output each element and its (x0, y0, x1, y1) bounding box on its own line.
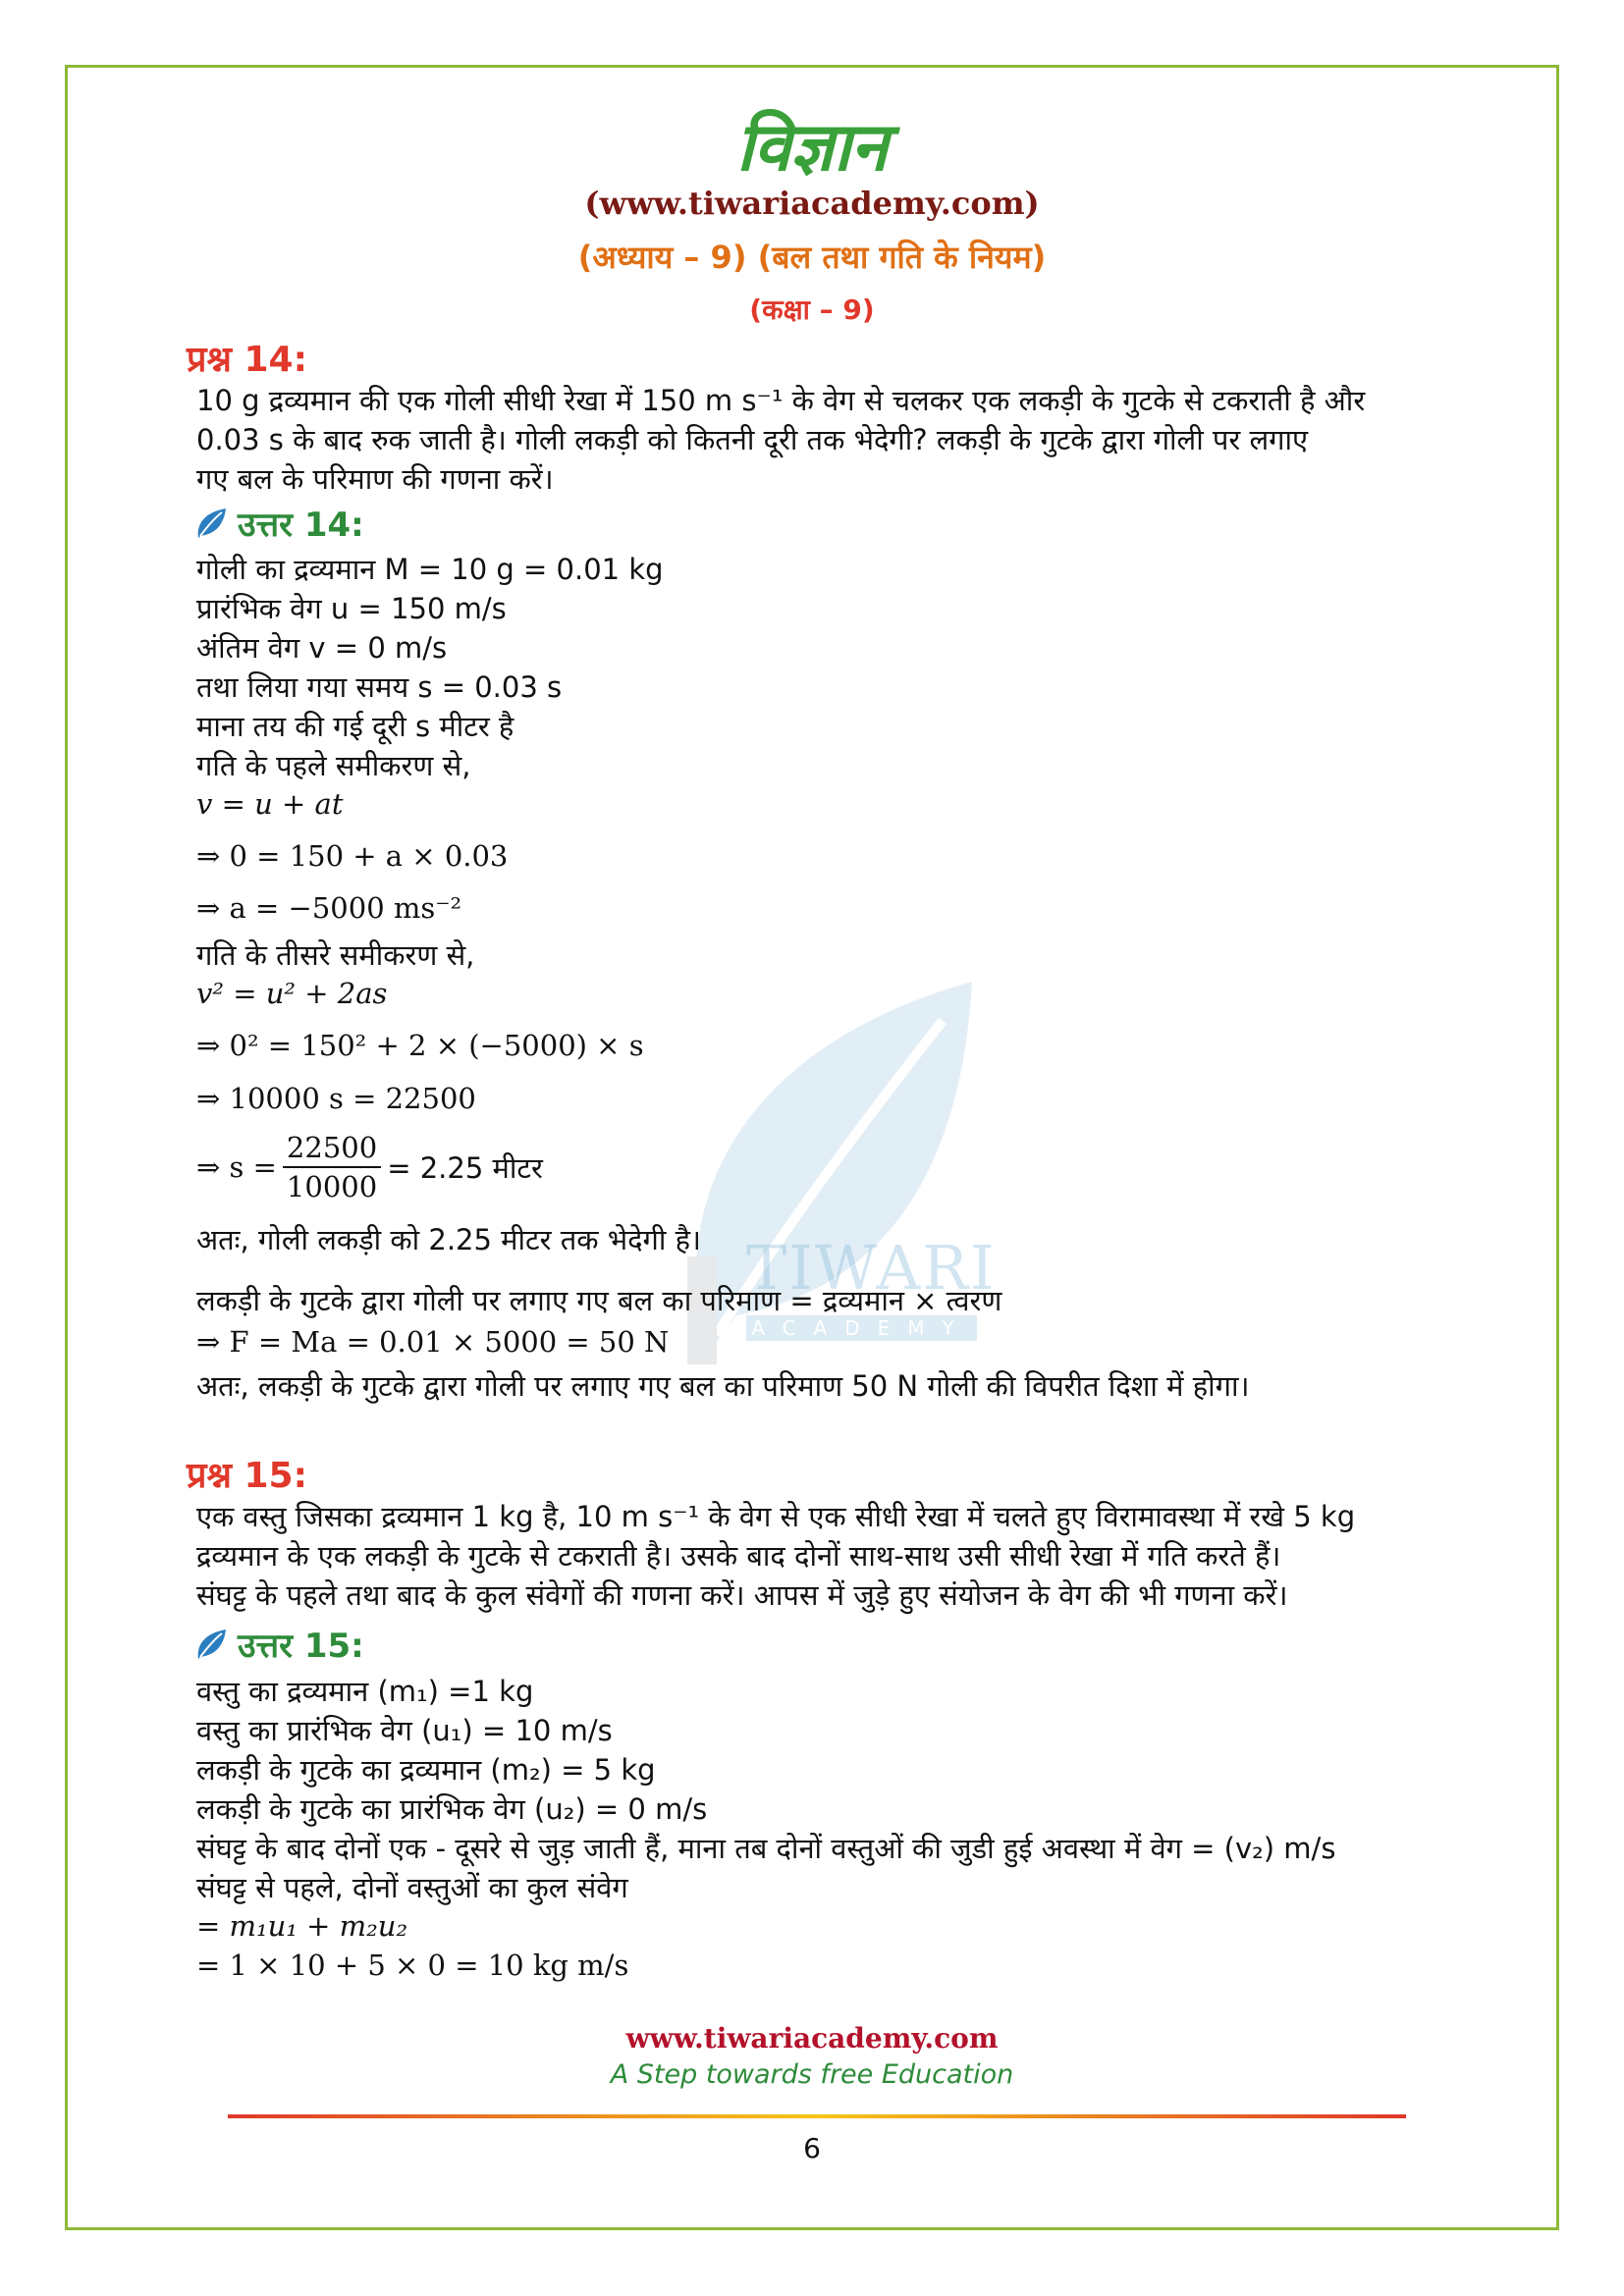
question-14-line: 0.03 s के बाद रुक जाती है। गोली लकड़ी को कितनी दूरी तक भेदेगी? लकड़ी के गुटके द्वारा गोली पर लगाए (196, 423, 1309, 456)
answer-15-line: वस्तु का द्रव्यमान (m₁) =1 kg (196, 1675, 534, 1708)
header-site: (www.tiwariacademy.com) (584, 185, 1040, 222)
question-14-line: गए बल के परिमाण की गणना करें। (196, 462, 554, 496)
watermark-subtext: ACADEMY (746, 1315, 977, 1341)
answer-14-line: अंतिम वेग v = 0 m/s (196, 631, 448, 665)
answer-15-line: लकड़ी के गुटके का प्रारंभिक वेग (u₂) = 0 m/s (196, 1792, 708, 1826)
answer-15-line: संघट्ट से पहले, दोनों वस्तुओं का कुल संवेग (196, 1871, 628, 1904)
page-number: 6 (803, 2132, 821, 2164)
question-14-line: 10 g द्रव्यमान की एक गोली सीधी रेखा में 150 m s⁻¹ के वेग से चलकर एक लकड़ी के गुटके से टकराती है और (196, 384, 1366, 417)
page-title: विज्ञान (735, 109, 889, 187)
equation: ⇒ 0 = 150 + a × 0.03 (196, 839, 509, 873)
footer-divider (228, 2112, 1406, 2120)
equation: v² = u² + 2as (196, 977, 388, 1010)
answer-14-line: गोली का द्रव्यमान M = 10 g = 0.01 kg (196, 553, 664, 586)
question-15-heading: प्रश्न 15: (187, 1456, 307, 1496)
answer-14-label: उत्तर 14: (238, 506, 364, 545)
footer-tagline: A Step towards free Education (610, 2059, 1014, 2090)
answer-14-line: माना तय की गई दूरी s मीटर है (196, 710, 514, 743)
question-15-line: एक वस्तु जिसका द्रव्यमान 1 kg है, 10 m s⁻¹ के वेग से एक सीधी रेखा में चलते हुए विरामावस्था में रखे 5 kg (196, 1500, 1356, 1533)
answer-14-line: तथा लिया गया समय s = 0.03 s (196, 670, 563, 704)
answer-14-result: अतः, गोली लकड़ी को 2.25 मीटर तक भेदेगी है। (196, 1223, 701, 1256)
equation: ⇒ F = Ma = 0.01 × 5000 = 50 N (196, 1325, 670, 1359)
question-14-heading: प्रश्न 14: (187, 340, 307, 380)
fraction (283, 1129, 381, 1205)
question-15-line: संघट्ट के पहले तथा बाद के कुल संवेगों की गणना करें। आपस में जुड़े हुए संयोजन के वेग की भी गणना करें। (196, 1578, 1288, 1612)
question-14-text (196, 381, 1453, 499)
leaf-icon (194, 1628, 228, 1661)
answer-15-line: वस्तु का प्रारंभिक वेग (u₁) = 10 m/s (196, 1714, 613, 1747)
leaf-icon (194, 507, 228, 540)
fraction-numerator: 22500 (283, 1129, 381, 1168)
footer-site: www.tiwariacademy.com (625, 2022, 999, 2055)
equation-fraction (196, 1129, 543, 1205)
answer-14-line: गति के पहले समीकरण से, (196, 749, 471, 782)
answer-14-force-label: लकड़ी के गुटके द्वारा गोली पर लगाए गए बल का परिमाण = द्रव्यमान × त्वरण (196, 1284, 1002, 1317)
class-heading: (कक्षा – 9) (749, 294, 875, 326)
answer-15-heading (194, 1622, 364, 1667)
question-15-line: द्रव्यमान के एक लकड़ी के गुटके से टकराती है। उसके बाद दोनों साथ-साथ उसी सीधी रेखा में गति करते हैं। (196, 1539, 1281, 1573)
fraction-prefix: ⇒ s = (196, 1150, 277, 1184)
fraction-suffix: = 2.25 मीटर (387, 1150, 543, 1185)
answer-14-result: अतः, लकड़ी के गुटके द्वारा गोली पर लगाए गए बल का परिमाण 50 N गोली की विपरीत दिशा में होगा। (196, 1369, 1250, 1403)
equation: = m₁u₁ + m₂u₂ (196, 1909, 408, 1943)
equation: v = u + at (196, 787, 344, 821)
answer-14-line: गति के तीसरे समीकरण से, (196, 938, 475, 972)
equation: = 1 × 10 + 5 × 0 = 10 kg m/s (196, 1949, 629, 1982)
answer-15-line: लकड़ी के गुटके का द्रव्यमान (m₂) = 5 kg (196, 1753, 656, 1787)
equation: ⇒ 0² = 150² + 2 × (−5000) × s (196, 1029, 644, 1062)
answer-15-line: संघट्ट के बाद दोनों एक - दूसरे से जुड़ जाती हैं, माना तब दोनों वस्तुओं की जुडी हुई अवस्था में वेग = (v₂) m/s (196, 1832, 1336, 1865)
answer-15-label: उत्तर 15: (238, 1627, 364, 1666)
answer-14-heading (194, 501, 364, 546)
question-15-text (196, 1497, 1453, 1615)
answer-14-line: प्रारंभिक वेग u = 150 m/s (196, 592, 507, 625)
watermark-text: TIWARI (746, 1232, 997, 1304)
equation: ⇒ 10000 s = 22500 (196, 1082, 476, 1115)
chapter-heading: (अध्याय – 9) (बल तथा गति के नियम) (577, 239, 1047, 276)
fraction-denominator: 10000 (286, 1170, 378, 1203)
equation: ⇒ a = −5000 ms⁻² (196, 891, 462, 925)
